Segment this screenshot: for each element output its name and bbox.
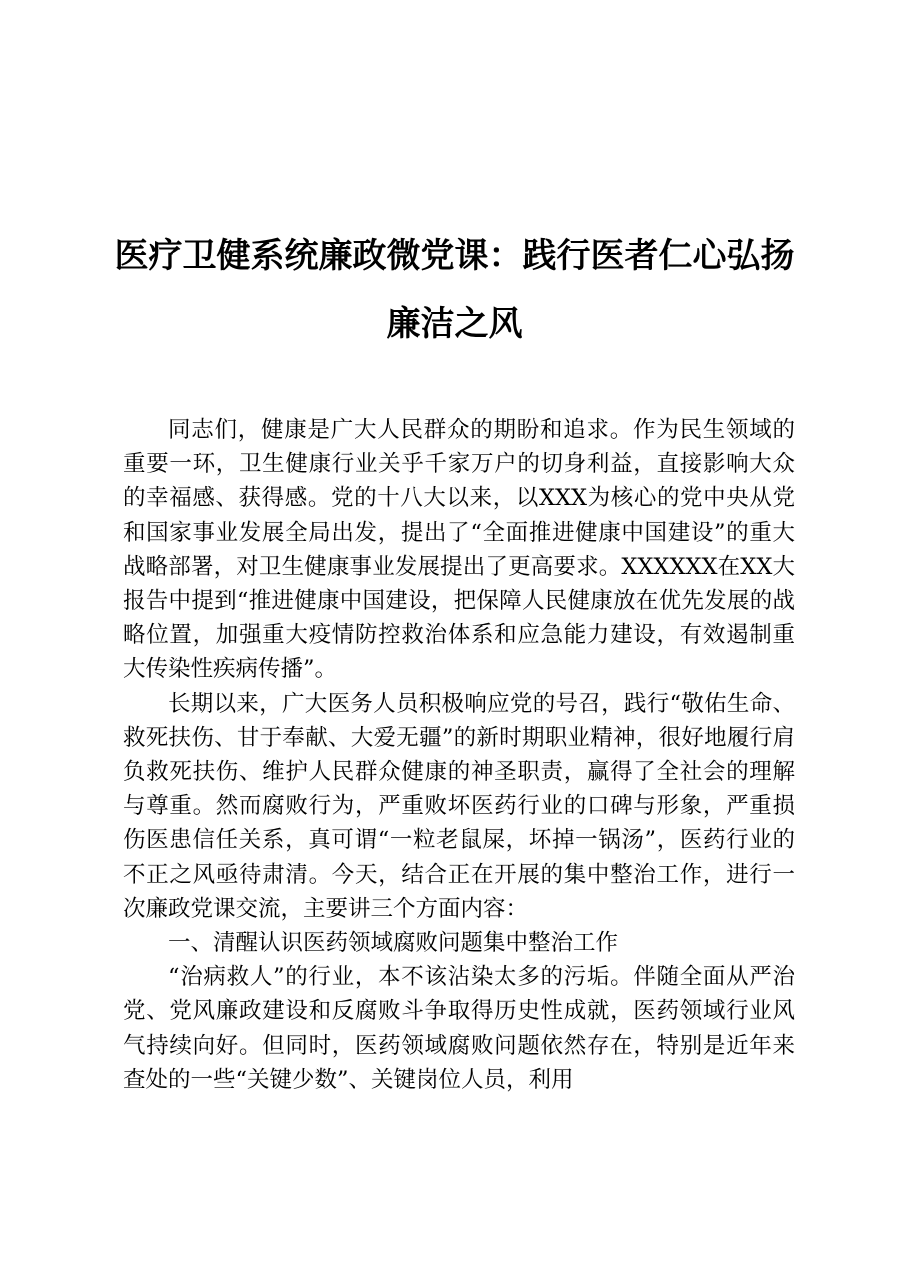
paragraph-section-1: “治病救人”的行业，本不该沾染太多的污垢。伴随全面从严治党、党风廉政建设和反腐败斗争取得历史性成就，医药领域行业风气持续向好。但同时，医药领域腐败问题依然存在，特别是近年来查处的一些“关键少数”、关键岗位人员，利用 <box>123 964 795 1093</box>
section-heading-1: 一、清醒认识医药领域腐败问题集中整治工作 <box>168 930 619 957</box>
paragraph-intro: 同志们，健康是广大人民群众的期盼和追求。作为民生领域的重要一环，卫生健康行业关乎千家万户的切身利益，直接影响大众的幸福感、获得感。党的十八大以来，以XXX为核心的党中央从党和国家事业发展全局出发，提出了“全面推进健康中国建设”的重大战略部署，对卫生健康事业发展提出了更高要求。XXXXXX在XX大报告中提到“推进健康中国建设，把保障人民健康放在优先发展的战略位置，加强重大疫情防控救治体系和应急能力建设，有效遏制重大传染性疾病传播”。 <box>123 417 795 683</box>
document-body <box>123 413 795 1097</box>
document-title: 医疗卫健系统廉政微党课：践行医者仁心弘扬廉洁之风 <box>114 236 795 344</box>
paragraph-background: 长期以来，广大医务人员积极响应党的号召，践行“敬佑生命、救死扶伤、甘于奉献、大爱无疆”的新时期职业精神，很好地履行肩负救死扶伤、维护人民群众健康的神圣职责，赢得了全社会的理解与尊重。然而腐败行为，严重败坏医药行业的口碑与形象，严重损伤医患信任关系，真可谓“一粒老鼠屎，坏掉一锅汤”，医药行业的不正之风亟待肃清。今天，结合正在开展的集中整治工作，进行一次廉政党课交流，主要讲三个方面内容： <box>123 690 795 922</box>
